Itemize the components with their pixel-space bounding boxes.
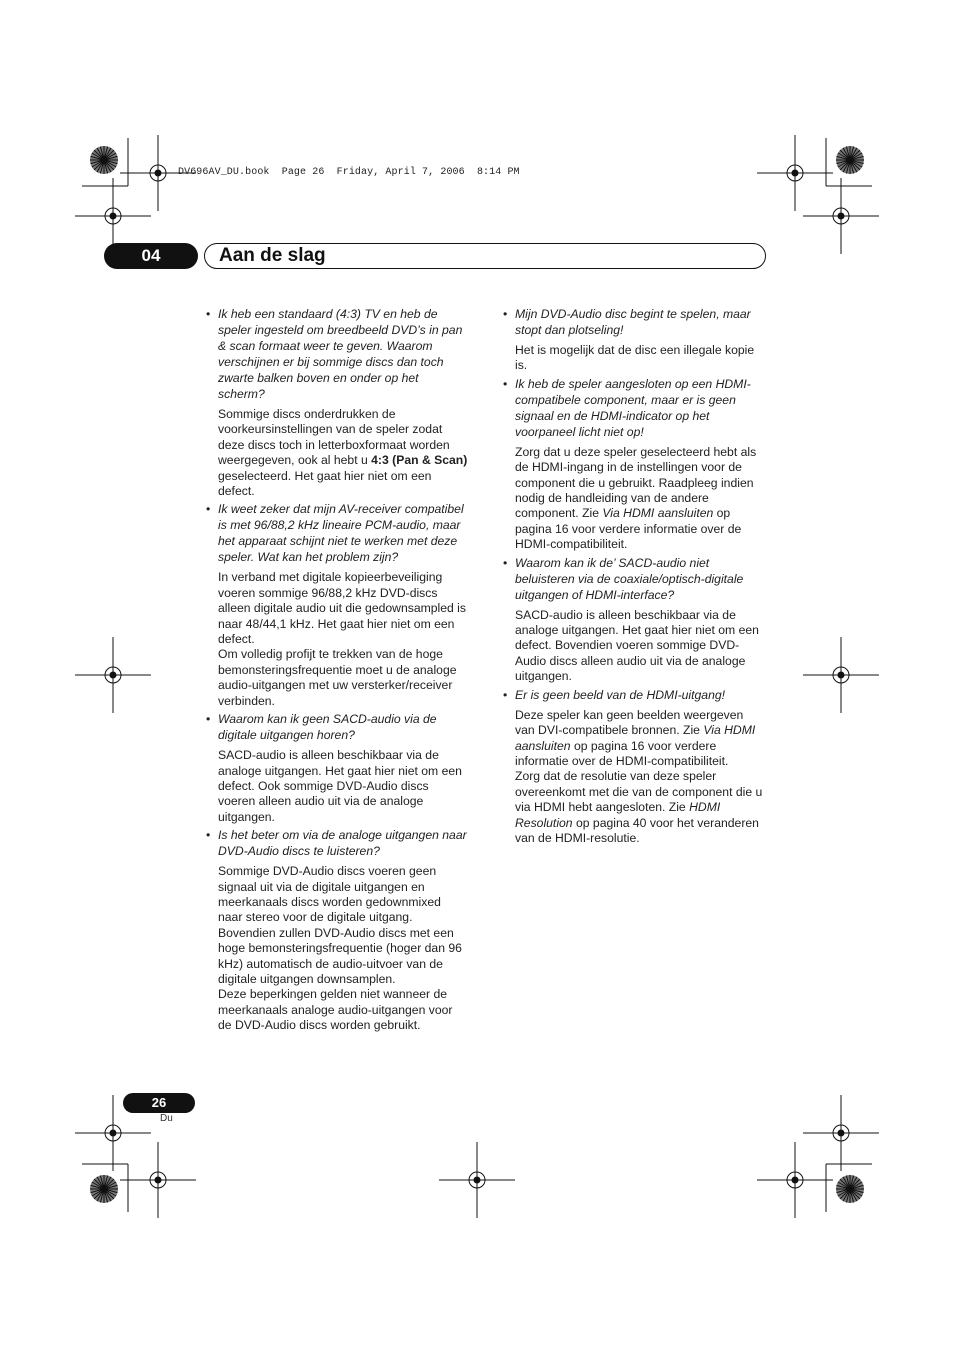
answer-reference: Via HDMI aansluiten (602, 506, 714, 521)
bullet-icon: • (503, 687, 508, 702)
bullet-icon: • (206, 828, 211, 843)
faq-question (503, 687, 765, 703)
crosshair-icon (75, 637, 151, 713)
faq-answer-paragraph (503, 445, 765, 553)
chapter-number-badge: 04 (104, 243, 198, 269)
starburst-icon (836, 1175, 864, 1203)
answer-text: op pagina 16 voor verdere informatie over de HDMI-compatibiliteit. (515, 506, 742, 552)
crosshair-icon (757, 135, 833, 211)
faq-question (503, 555, 765, 603)
crosshair-icon (803, 637, 879, 713)
faq-answer-paragraph (503, 708, 765, 770)
crosshair-icon (803, 178, 879, 254)
faq-question-text: Ik heb de speler aangesloten op een HDMI-compatibele component, maar er is geen signaal en de HDMI-indicator op het voorpaneel licht niet op! (515, 376, 751, 439)
faq-question-text: Mijn DVD-Audio disc begint te spelen, maar stopt dan plotseling! (515, 307, 751, 337)
faq-question-text: Waarom kan ik geen SACD-audio via de digitale uitgangen horen? (218, 712, 437, 743)
answer-text: Zorg dat de resolutie van deze speler overeenkomt met die van de component die u via HDMI hebt aangesloten. Zie (515, 769, 763, 815)
faq-question-text: Ik heb een standaard (4:3) TV en heb de speler ingesteld om breedbeeld DVD’s in pan & scan formaat weer te geven. Waarom verschijnen er bij sommige discs dan toch zwarte balken boven en onder op het scherm? (218, 307, 463, 401)
faq-question-text: Waarom kan ik de’ SACD-audio niet beluisteren via de coaxiale/optisch-digitale uitgangen of HDMI-interface? (515, 555, 744, 602)
book-file-info: DV696AV_DU.book Page 26 Friday, April 7, 2006 8:14 PM (178, 167, 520, 178)
answer-text: Deze speler kan geen beelden weergeven van DVI-compatibele bronnen. Zie (515, 707, 744, 738)
answer-reference: Via HDMI aansluiten (515, 723, 756, 753)
faq-answer-paragraph (206, 407, 468, 499)
bullet-icon: • (503, 555, 508, 570)
starburst-icon (90, 146, 118, 174)
bullet-icon: • (206, 307, 211, 321)
faq-question (206, 306, 468, 402)
faq-item (503, 555, 765, 687)
faq-question (206, 501, 468, 565)
crosshair-icon (120, 1142, 196, 1218)
answer-text: op pagina 16 voor verdere informatie over de HDMI-compatibiliteit. (515, 738, 729, 768)
faq-question (206, 827, 468, 859)
faq-item (206, 501, 468, 711)
faq-item (503, 687, 765, 849)
faq-item (206, 306, 468, 501)
crosshair-icon (803, 1095, 879, 1171)
answer-text: Zorg dat u deze speler geselecteerd hebt als de HDMI-ingang in de instellingen voor de component die u gebruikt. Raadpleeg indien nodig de handleiding van de andere component. Zie (515, 444, 757, 521)
answer-text: Sommige discs onderdrukken de voorkeursinstellingen van de speler zodat deze discs toch in letterboxformaat worden weergegeven, ook al hebt u (218, 407, 450, 468)
answer-text: geselecteerd. Het gaat hier niet om een defect. (218, 468, 432, 499)
bullet-icon: • (503, 376, 508, 391)
faq-question (206, 711, 468, 743)
faq-answer-paragraph: Deze beperkingen gelden niet wanneer de meerkanaals analoge audio-uitgangen voor de DVD-Audio discs worden gebruikt. (218, 987, 453, 1033)
faq-item (206, 827, 468, 1035)
right-column (503, 306, 765, 848)
starburst-icon (90, 1175, 118, 1203)
faq-item (503, 376, 765, 555)
faq-answer-paragraph: SACD-audio is alleen beschikbaar via de analoge uitgangen. Het gaat hier niet om een defect. Ook sommige DVD-Audio discs voeren alleen audio uit via de analoge uitgangen. (218, 748, 462, 824)
answer-reference: HDMI Resolution (515, 800, 721, 830)
faq-question-text: Ik weet zeker dat mijn AV-receiver compatibel is met 96/88,2 kHz lineaire PCM-audio, maar het apparaat schijnt niet te werken met deze speler. Wat kan het problem zijn? (218, 502, 464, 565)
faq-question-text: Er is geen beeld van de HDMI-uitgang! (515, 687, 726, 702)
page-number-badge: 26 (123, 1093, 195, 1113)
left-column (206, 306, 468, 1036)
bullet-icon: • (206, 502, 211, 517)
page-language: Du (160, 1113, 173, 1124)
faq-question (503, 376, 765, 440)
faq-answer-paragraph: Om volledig profijt te trekken van de hoge bemonsteringsfrequentie moet u de analoge audio-uitgangen met uw versterker/receiver verbinden. (218, 647, 457, 708)
faq-question-text: Is het beter om via de analoge uitgangen naar DVD-Audio discs te luisteren? (218, 828, 467, 859)
answer-emphasis: 4:3 (Pan & Scan) (371, 453, 468, 468)
starburst-icon (836, 146, 864, 174)
bullet-icon: • (503, 307, 508, 321)
faq-item (503, 306, 765, 376)
faq-answer-paragraph: Sommige DVD-Audio discs voeren geen signaal uit via de digitale uitgangen en meerkanaals discs worden gedownmixed naar stereo voor de digitale uitgang. Bovendien zullen DVD-Audio discs met een hoge bemonsteringsfrequentie (hoger dan 96 kHz) automatisch de audio-uitvoer van de digitale uitgangen downsamplen. (218, 864, 462, 986)
faq-question (503, 306, 765, 338)
faq-answer-paragraph: Het is mogelijk dat de disc een illegale kopie is. (515, 343, 755, 373)
faq-answer-paragraph: In verband met digitale kopieerbeveiliging voeren sommige 96/88,2 kHz DVD-discs alleen digitale audio uit die gedownsampled is naar 48/44,1 kHz. Het gaat hier niet om een defect. (218, 570, 466, 647)
crosshair-icon (439, 1142, 515, 1218)
faq-item (206, 711, 468, 827)
answer-text: op pagina 40 voor het veranderen van de HDMI-resolutie. (515, 815, 759, 845)
faq-answer-paragraph: SACD-audio is alleen beschikbaar via de analoge uitgangen. Het gaat hier niet om een defect. Bovendien voeren sommige DVD-Audio discs alleen audio uit via de analoge uitgangen. (515, 607, 759, 684)
chapter-title: Aan de slag (219, 245, 326, 266)
bullet-icon: • (206, 712, 211, 727)
crosshair-icon (757, 1142, 833, 1218)
faq-answer-paragraph (503, 769, 765, 846)
chapter-title-box (204, 243, 766, 269)
